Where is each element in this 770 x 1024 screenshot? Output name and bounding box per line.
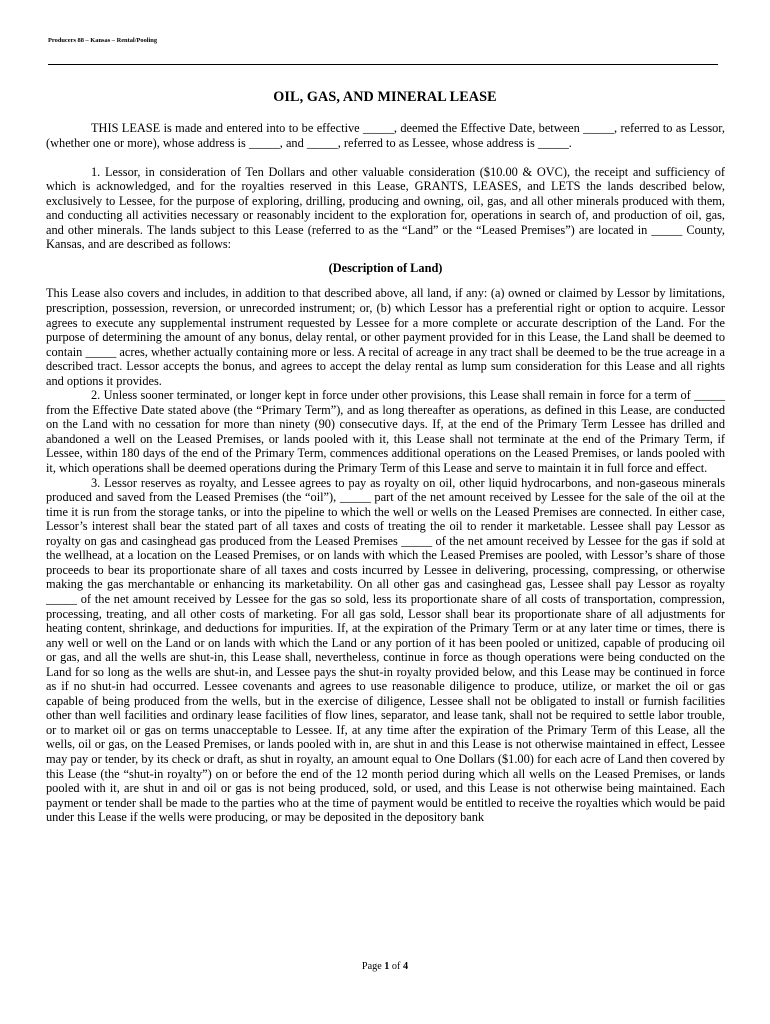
intro-paragraph: THIS LEASE is made and entered into to be effective _____, deemed the Effective Date, between _____, referred to as Lessor, (whether one or more), whose address is _____, and _____, referred to as Lessee, whose address is _____. <box>46 121 725 150</box>
page-footer <box>0 961 770 972</box>
page-title: OIL, GAS, AND MINERAL LEASE <box>273 89 497 105</box>
of-label: of <box>391 961 401 972</box>
header-divider <box>48 64 718 65</box>
paragraph-2: 2. Unless sooner terminated, or longer kept in force under other provisions, this Lease shall remain in force for a term of _____ from the Effective Date stated above (the “Primary Term”), and as long thereafter as operations, as defined in this Lease, are conducted on the Land with no cessation for more than ninety (90) consecutive days. If, at the end of the Primary Term Lessee has drilled and abandoned a well on the Leased Premises, or lands pooled with it, this Lease shall not terminate at the end of the Primary Term, if Lessee, within 180 days of the end of the Primary Term, commences additional operations on the Leased Premises, or lands pooled with it, which operations shall be deemed operations during the Primary Term of this Lease and serve to maintain it in full force and effect. <box>46 388 725 476</box>
page-label: Page <box>361 961 382 972</box>
page-number: 1 <box>384 961 390 972</box>
document-header: Producers 88 – Kansas – Rental/Pooling <box>48 37 158 44</box>
total-pages: 4 <box>402 961 409 972</box>
paragraph-3: 3. Lessor reserves as royalty, and Lessee agrees to pay as royalty on oil, other liquid hydrocarbons, and non-gaseous minerals produced and saved from the Leased Premises (the “oil”), _____ part of the net amount received by Lessee for the sale of the oil at the time it is run from the storage tanks, or into the pipeline to which the well or wells on the Leased Premises are connected. In either case, Lessor’s interest shall bear the stated part of all taxes and costs of treating the oil to render it marketable. Lessee shall pay Lessor as royalty on gas and casinghead gas produced from the Leased Premises _____ of the net amount received by Lessee for the gas if sold at the wellhead, at a location on the Leased Premises, or on lands with which the Leased Premises are pooled, with Lessor’s share of those proceeds to bear its proportionate share of all taxes and costs incurred by Lessee in delivering, processing, compressing, or otherwise making the gas merchantable or enhancing its marketability. On all other gas and casinghead gas, Lessee shall pay Lessor as royalty _____ of the net amount received by Lessee for the gas so sold, less its proportionate share of all costs of transportation, compression, processing, treating, and all other costs of marketing. For all gas sold, Lessor shall bear its proportionate share of all adjustments for heating content, shrinkage, and deductions for impurities. If, at the expiration of the Primary Term or at any later time or times, there is any well or well on the Land or on lands with which the Land or any portion of it has been pooled or unitized, capable of producing oil or gas, and all the wells are shut-in, this Lease shall, nevertheless, continue in force as though operations were being conducted on the Land for so long as the wells are shut-in, and Lessee pays the shut-in royalty provided below, and this Lease may be continued in force as if no shut-in had occurred. Lessee covenants and agrees to use reasonable diligence to produce, utilize, or market the oil or gas capable of being produced from the wells, but in the exercise of diligence, Lessee shall not be obligated to install or furnish facilities other than well facilities and ordinary lease facilities of flow lines, separator, and lease tank, shall not be required to settle labor trouble, or to market oil or gas on terms unacceptable to Lessee. If, at any time after the expiration of the Primary Term of this Lease, all the wells, oil or gas, on the Leased Premises, or lands pooled with in, are shut in and this Lease is not otherwise maintained in effect, Lessee may pay or tender, by its check or draft, as shut in royalty, an amount equal to One Dollars ($1.00) for each acre of Land then covered by this Lease (the “shut-in royalty”) on or before the end of the 12 month period during which all wells on the Leased Premises, or lands pooled with it, are shut in and oil or gas is not being produced, sold, or used, and this Lease is not otherwise being maintained. Each payment or tender shall be made to the parties who at the time of payment would be entitled to receive the royalties which would be paid under this Lease if the wells were producing, or may be deposited in the depository bank <box>46 475 725 825</box>
paragraph-1: 1. Lessor, in consideration of Ten Dollars and other valuable consideration ($10.00 & OVC), the receipt and sufficiency of which is acknowledged, and for the royalties reserved in this Lease, GRANTS, LEASES, and LETS the lands described below, exclusively to Lessee, for the purpose of exploring, drilling, producing and owning, oil, gas, and all other minerals produced with them, and conducting all activities necessary or reasonably incident to the exploration for, operations in search of, and production of oil, gas, and other minerals. The lands subject to this Lease (referred to as the “Land” or the “Leased Premises”) are located in _____ County, Kansas, and are described as follows: <box>46 164 725 252</box>
land-description-heading: (Description of Land) <box>328 260 443 275</box>
lease-body <box>46 121 725 825</box>
paragraph-covers: This Lease also covers and includes, in addition to that described above, all land, if any: (a) owned or claimed by Lessor by limitations, prescription, possession, reversion, or unrecorded instrument; or, (b) which Lessor has a preferential right or option to acquire. Lessor agrees to execute any supplemental instrument requested by Lessee for a more complete or accurate description of the Land. For the purpose of determining the amount of any bonus, delay rental, or other payment provided for in this Lease, the Land shall be deemed to contain _____ acres, whether actually containing more or less. A recital of acreage in any tract shall be deemed to be the true acreage in a described tract. Lessor accepts the bonus, and agrees to accept the delay rental as lump sum consideration for this Lease and all rights and options it provides. <box>46 286 725 388</box>
